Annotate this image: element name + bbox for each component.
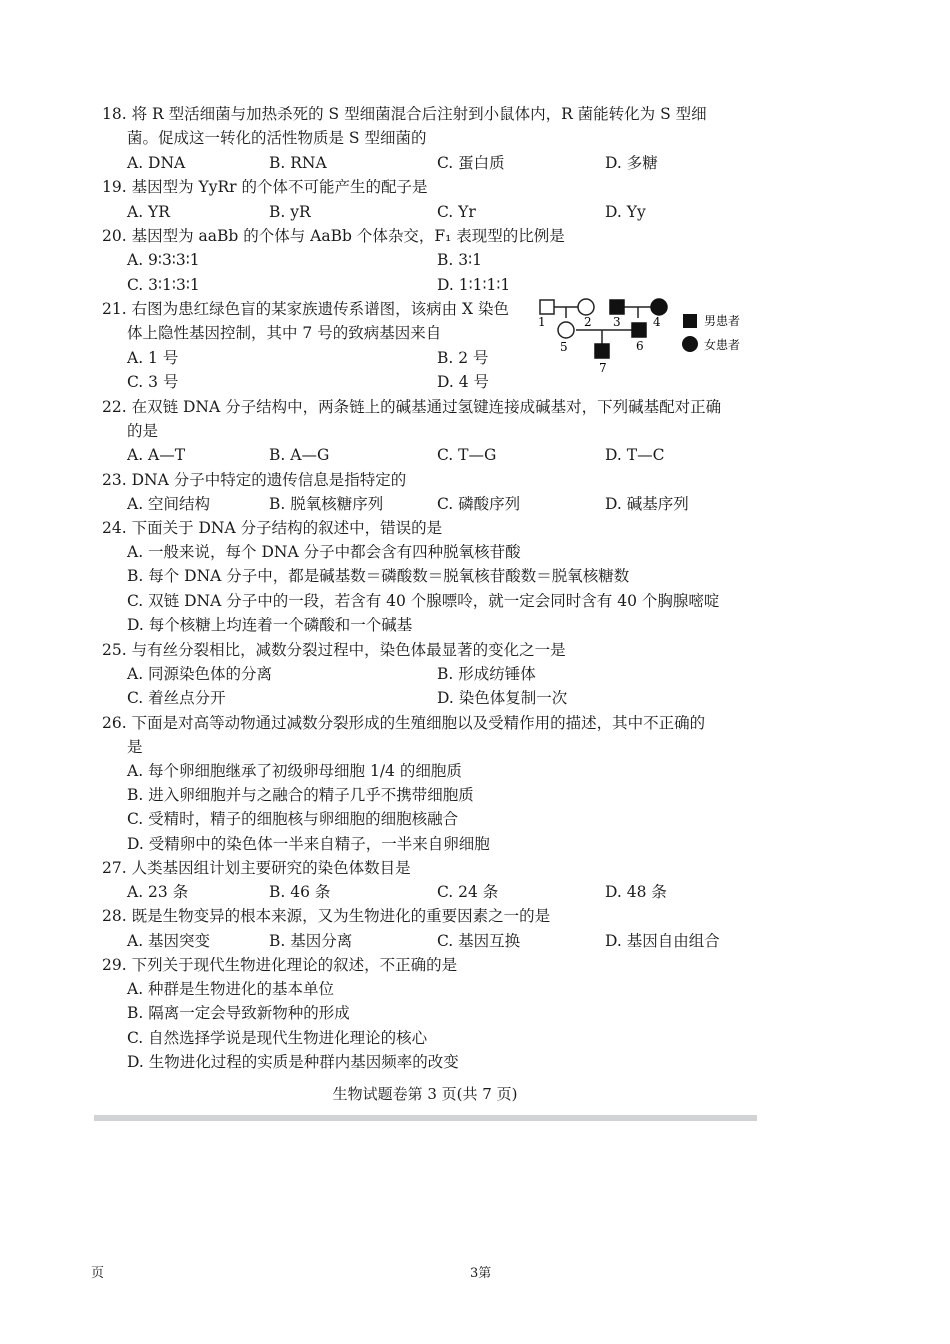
q27-option-c: C. 24 条 — [437, 883, 499, 901]
q26-option-c: C. 受精时，精子的细胞核与卵细胞的细胞核融合 — [127, 810, 459, 828]
q19-option-b: B. yR — [269, 203, 311, 221]
question-24-line1: 24. 下面关于 DNA 分子结构的叙述中，错误的是 — [102, 519, 443, 537]
legend-female-label: 女患者 — [704, 338, 741, 352]
footer-divider — [94, 1115, 757, 1121]
q23-option-b: B. 脱氧核糖序列 — [269, 495, 384, 513]
q26-option-d: D. 受精卵中的染色体一半来自精子，一半来自卵细胞 — [127, 835, 490, 853]
q26-option-b: B. 进入卵细胞并与之融合的精子几乎不携带细胞质 — [127, 786, 474, 804]
q20-option-c: C. 3∶1∶3∶1 — [127, 276, 200, 294]
question-21-line2: 体上隐性基因控制，其中 7 号的致病基因来自 — [127, 324, 442, 342]
pedigree-individual-3 — [610, 300, 624, 314]
pedigree-label-7: 7 — [599, 361, 607, 375]
pedigree-individual-6 — [632, 323, 646, 337]
q21-option-c: C. 3 号 — [127, 373, 179, 391]
q18-option-d: D. 多糖 — [605, 154, 658, 172]
pedigree-label-4: 4 — [653, 315, 661, 329]
question-29-line1: 29. 下列关于现代生物进化理论的叙述，不正确的是 — [102, 956, 458, 974]
q24-option-b: B. 每个 DNA 分子中，都是碱基数＝磷酸数＝脱氧核苷酸数＝脱氧核糖数 — [127, 567, 630, 585]
q20-option-d: D. 1∶1∶1∶1 — [437, 276, 511, 294]
q24-option-c: C. 双链 DNA 分子中的一段，若含有 40 个腺嘌呤，就一定会同时含有 40 个胸腺嘧啶 — [127, 592, 720, 610]
q25-option-a: A. 同源染色体的分离 — [127, 665, 273, 683]
q28-option-a: A. 基因突变 — [127, 932, 211, 950]
q18-option-a: A. DNA — [127, 154, 186, 172]
pedigree-individual-5 — [558, 322, 574, 338]
legend-female-symbol — [682, 336, 698, 352]
q29-option-b: B. 隔离一定会导致新物种的形成 — [127, 1004, 350, 1022]
q28-option-c: C. 基因互换 — [437, 932, 521, 950]
q22-option-c: C. T—G — [437, 446, 497, 464]
q23-option-d: D. 碱基序列 — [605, 495, 689, 513]
q22-option-b: B. A—G — [269, 446, 330, 464]
q27-option-a: A. 23 条 — [127, 883, 189, 901]
question-19-line1: 19. 基因型为 YyRr 的个体不可能产生的配子是 — [102, 178, 428, 196]
q29-option-d: D. 生物进化过程的实质是种群内基因频率的改变 — [127, 1053, 459, 1071]
q25-option-c: C. 着丝点分开 — [127, 689, 226, 707]
bottom-page-number: 3第 — [470, 1266, 492, 1281]
q24-option-a: A. 一般来说，每个 DNA 分子中都会含有四种脱氧核苷酸 — [127, 543, 521, 561]
pedigree-individual-7 — [595, 344, 609, 358]
question-22-line2: 的是 — [127, 422, 159, 440]
bottom-left-text: 页 — [91, 1266, 105, 1281]
q18-option-c: C. 蛋白质 — [437, 154, 505, 172]
pedigree-label-3: 3 — [613, 315, 621, 329]
pedigree-label-6: 6 — [636, 339, 644, 353]
q29-option-a: A. 种群是生物进化的基本单位 — [127, 980, 335, 998]
q19-option-d: D. Yy — [605, 203, 646, 221]
pedigree-individual-4 — [651, 299, 667, 315]
question-26-line2: 是 — [127, 738, 143, 756]
question-26-line1: 26. 下面是对高等动物通过减数分裂形成的生殖细胞以及受精作用的描述，其中不正确的 — [102, 714, 706, 732]
q21-option-b: B. 2 号 — [437, 349, 489, 367]
q20-option-a: A. 9∶3∶3∶1 — [127, 251, 200, 269]
pedigree-label-5: 5 — [560, 340, 568, 354]
q21-option-d: D. 4 号 — [437, 373, 490, 391]
question-27-line1: 27. 人类基因组计划主要研究的染色体数目是 — [102, 859, 411, 877]
q24-option-d: D. 每个核糖上均连着一个磷酸和一个碱基 — [127, 616, 413, 634]
q23-option-a: A. 空间结构 — [127, 495, 211, 513]
question-21-line1: 21. 右图为患红绿色盲的某家族遗传系谱图，该病由 X 染色 — [102, 300, 509, 318]
pedigree-label-1: 1 — [538, 315, 546, 329]
q27-option-d: D. 48 条 — [605, 883, 667, 901]
pedigree-individual-2 — [578, 299, 594, 315]
legend-male-label: 男患者 — [704, 314, 741, 328]
q25-option-d: D. 染色体复制一次 — [437, 689, 568, 707]
q25-option-b: B. 形成纺锤体 — [437, 665, 536, 683]
question-20-line1: 20. 基因型为 aaBb 的个体与 AaBb 个体杂交，F₁ 表现型的比例是 — [102, 227, 565, 245]
pedigree-individual-1 — [540, 300, 554, 314]
q29-option-c: C. 自然选择学说是现代生物进化理论的核心 — [127, 1029, 428, 1047]
question-28-line1: 28. 既是生物变异的根本来源，又为生物进化的重要因素之一的是 — [102, 907, 551, 925]
page-footer-title: 生物试题卷第 3 页(共 7 页) — [332, 1085, 518, 1103]
question-22-line1: 22. 在双链 DNA 分子结构中，两条链上的碱基通过氢键连接成碱基对，下列碱基配对正确 — [102, 398, 722, 416]
q22-option-a: A. A—T — [127, 446, 186, 464]
q22-option-d: D. T—C — [605, 446, 665, 464]
question-18-line1: 18. 将 R 型活细菌与加热杀死的 S 型细菌混合后注射到小鼠体内，R 菌能转化为 S 型细 — [102, 105, 707, 123]
q23-option-c: C. 磷酸序列 — [437, 495, 521, 513]
q19-option-c: C. Yr — [437, 203, 476, 221]
question-18-line2: 菌。促成这一转化的活性物质是 S 型细菌的 — [127, 129, 427, 147]
q18-option-b: B. RNA — [269, 154, 327, 172]
question-23-line1: 23. DNA 分子中特定的遗传信息是指特定的 — [102, 471, 407, 489]
q26-option-a: A. 每个卵细胞继承了初级卵母细胞 1/4 的细胞质 — [127, 762, 462, 780]
pedigree-diagram — [530, 292, 760, 382]
q19-option-a: A. YR — [127, 203, 170, 221]
legend-male-symbol — [683, 314, 697, 328]
q27-option-b: B. 46 条 — [269, 883, 331, 901]
question-25-line1: 25. 与有丝分裂相比，减数分裂过程中，染色体最显著的变化之一是 — [102, 641, 566, 659]
pedigree-label-2: 2 — [584, 315, 592, 329]
q28-option-b: B. 基因分离 — [269, 932, 353, 950]
q20-option-b: B. 3∶1 — [437, 251, 483, 269]
q28-option-d: D. 基因自由组合 — [605, 932, 720, 950]
q21-option-a: A. 1 号 — [127, 349, 179, 367]
